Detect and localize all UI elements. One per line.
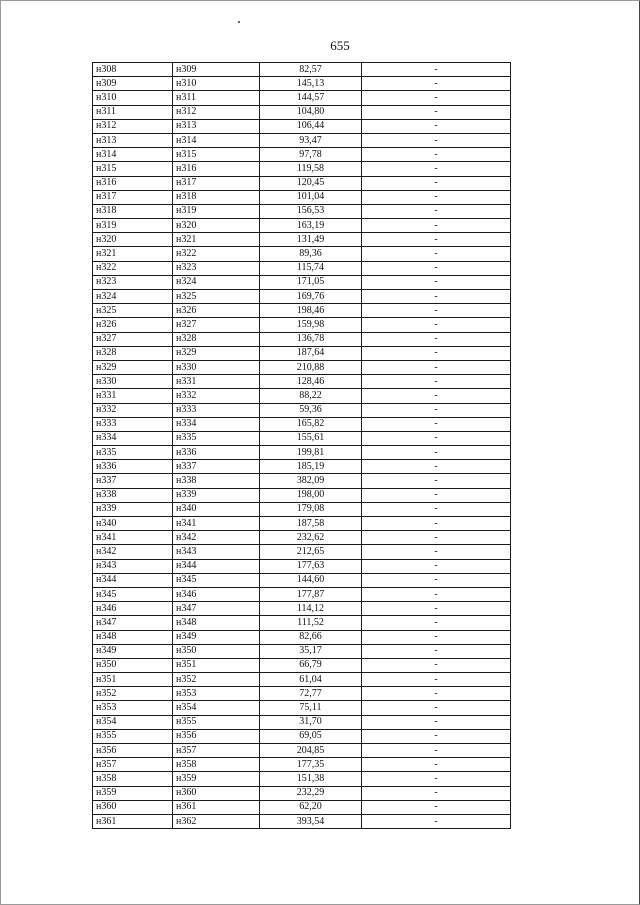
table-row [93,701,511,715]
note-cell: - [362,673,511,687]
point-to-cell: н323 [173,261,260,275]
distance-cell: 88,22 [260,389,362,403]
table-row [93,644,511,658]
point-from-cell: н354 [93,715,173,729]
distance-cell: 75,11 [260,701,362,715]
point-to-cell: н317 [173,176,260,190]
note-cell: - [362,275,511,289]
point-to-cell: н337 [173,460,260,474]
point-from-cell: н316 [93,176,173,190]
table-row [93,800,511,814]
table-row [93,403,511,417]
distance-cell: 82,57 [260,63,362,77]
note-cell: - [362,247,511,261]
table-row [93,204,511,218]
table-row [93,616,511,630]
note-cell: - [362,332,511,346]
distance-cell: 97,78 [260,148,362,162]
note-cell: - [362,474,511,488]
point-to-cell: н333 [173,403,260,417]
point-to-cell: н320 [173,219,260,233]
distance-cell: 115,74 [260,261,362,275]
table-row [93,290,511,304]
note-cell: - [362,729,511,743]
note-cell: - [362,176,511,190]
table-row [93,304,511,318]
table-row [93,162,511,176]
point-to-cell: н315 [173,148,260,162]
point-to-cell: н348 [173,616,260,630]
point-from-cell: н335 [93,446,173,460]
table-row [93,488,511,502]
point-to-cell: н313 [173,119,260,133]
note-cell: - [362,701,511,715]
point-to-cell: н361 [173,800,260,814]
point-from-cell: н357 [93,758,173,772]
point-to-cell: н339 [173,488,260,502]
distance-cell: 177,63 [260,559,362,573]
point-from-cell: н333 [93,417,173,431]
distance-cell: 128,46 [260,375,362,389]
note-cell: - [362,261,511,275]
note-cell: - [362,573,511,587]
point-to-cell: н354 [173,701,260,715]
point-from-cell: н353 [93,701,173,715]
point-to-cell: н327 [173,318,260,332]
point-to-cell: н312 [173,105,260,119]
table-row [93,318,511,332]
table-row [93,417,511,431]
distance-cell: 393,54 [260,814,362,828]
note-cell: - [362,814,511,828]
note-cell: - [362,190,511,204]
table-row [93,133,511,147]
distance-cell: 62,20 [260,800,362,814]
point-to-cell: н356 [173,729,260,743]
point-from-cell: н342 [93,545,173,559]
point-from-cell: н337 [93,474,173,488]
table-row [93,346,511,360]
distance-cell: 187,58 [260,517,362,531]
point-from-cell: н336 [93,460,173,474]
table-row [93,673,511,687]
table-row [93,261,511,275]
note-cell: - [362,360,511,374]
distance-cell: 61,04 [260,673,362,687]
note-cell: - [362,460,511,474]
point-to-cell: н319 [173,204,260,218]
point-to-cell: н352 [173,673,260,687]
distance-cell: 177,35 [260,758,362,772]
point-to-cell: н311 [173,91,260,105]
table-row [93,474,511,488]
boundary-points-table [92,62,511,829]
table-row [93,91,511,105]
point-from-cell: н347 [93,616,173,630]
table-row [93,658,511,672]
point-to-cell: н340 [173,502,260,516]
distance-cell: 31,70 [260,715,362,729]
point-to-cell: н329 [173,346,260,360]
point-to-cell: н330 [173,360,260,374]
distance-cell: 101,04 [260,190,362,204]
table-row [93,275,511,289]
distance-cell: 145,13 [260,77,362,91]
note-cell: - [362,715,511,729]
point-to-cell: н350 [173,644,260,658]
note-cell: - [362,517,511,531]
point-to-cell: н341 [173,517,260,531]
distance-cell: 159,98 [260,318,362,332]
note-cell: - [362,119,511,133]
distance-cell: 131,49 [260,233,362,247]
note-cell: - [362,304,511,318]
point-to-cell: н346 [173,587,260,601]
note-cell: - [362,687,511,701]
point-to-cell: н358 [173,758,260,772]
distance-cell: 144,60 [260,573,362,587]
point-from-cell: н343 [93,559,173,573]
note-cell: - [362,488,511,502]
note-cell: - [362,133,511,147]
point-from-cell: н345 [93,587,173,601]
point-to-cell: н331 [173,375,260,389]
point-from-cell: н325 [93,304,173,318]
note-cell: - [362,446,511,460]
point-from-cell: н338 [93,488,173,502]
table-row [93,233,511,247]
distance-cell: 212,65 [260,545,362,559]
table-row [93,360,511,374]
point-to-cell: н309 [173,63,260,77]
distance-cell: 198,00 [260,488,362,502]
note-cell: - [362,531,511,545]
table-row [93,687,511,701]
point-from-cell: н319 [93,219,173,233]
note-cell: - [362,162,511,176]
table-row [93,176,511,190]
note-cell: - [362,91,511,105]
distance-cell: 177,87 [260,587,362,601]
point-from-cell: н309 [93,77,173,91]
distance-cell: 144,57 [260,91,362,105]
table-row [93,460,511,474]
distance-cell: 111,52 [260,616,362,630]
point-to-cell: н335 [173,431,260,445]
point-from-cell: н334 [93,431,173,445]
distance-cell: 171,05 [260,275,362,289]
distance-cell: 165,82 [260,417,362,431]
distance-cell: 155,61 [260,431,362,445]
point-to-cell: н314 [173,133,260,147]
point-from-cell: н355 [93,729,173,743]
table-row [93,715,511,729]
note-cell: - [362,318,511,332]
note-cell: - [362,744,511,758]
point-to-cell: н344 [173,559,260,573]
point-to-cell: н316 [173,162,260,176]
note-cell: - [362,346,511,360]
point-from-cell: н314 [93,148,173,162]
point-from-cell: н311 [93,105,173,119]
distance-cell: 119,58 [260,162,362,176]
point-from-cell: н323 [93,275,173,289]
distance-cell: 93,47 [260,133,362,147]
distance-cell: 199,81 [260,446,362,460]
table-row [93,63,511,77]
distance-cell: 185,19 [260,460,362,474]
distance-cell: 232,62 [260,531,362,545]
note-cell: - [362,417,511,431]
point-from-cell: н326 [93,318,173,332]
point-from-cell: н351 [93,673,173,687]
distance-cell: 59,36 [260,403,362,417]
table-row [93,389,511,403]
table-row [93,786,511,800]
note-cell: - [362,375,511,389]
point-to-cell: н359 [173,772,260,786]
point-from-cell: н346 [93,602,173,616]
table-row [93,219,511,233]
point-from-cell: н324 [93,290,173,304]
note-cell: - [362,204,511,218]
point-from-cell: н313 [93,133,173,147]
table-row [93,630,511,644]
table-row [93,119,511,133]
point-from-cell: н312 [93,119,173,133]
point-from-cell: н317 [93,190,173,204]
point-to-cell: н334 [173,417,260,431]
point-from-cell: н329 [93,360,173,374]
point-to-cell: н338 [173,474,260,488]
distance-cell: 82,66 [260,630,362,644]
point-from-cell: н350 [93,658,173,672]
point-to-cell: н362 [173,814,260,828]
table-body [93,63,511,829]
point-to-cell: н353 [173,687,260,701]
table-row [93,814,511,828]
distance-cell: 163,19 [260,219,362,233]
point-from-cell: н356 [93,744,173,758]
table-row [93,602,511,616]
distance-cell: 104,80 [260,105,362,119]
point-from-cell: н328 [93,346,173,360]
table-row [93,375,511,389]
table-row [93,744,511,758]
distance-cell: 210,88 [260,360,362,374]
note-cell: - [362,105,511,119]
note-cell: - [362,616,511,630]
point-from-cell: н340 [93,517,173,531]
distance-cell: 232,29 [260,786,362,800]
table-row [93,573,511,587]
note-cell: - [362,63,511,77]
point-to-cell: н351 [173,658,260,672]
point-from-cell: н349 [93,644,173,658]
distance-cell: 179,08 [260,502,362,516]
table-row [93,587,511,601]
point-to-cell: н355 [173,715,260,729]
table-row [93,105,511,119]
distance-cell: 66,79 [260,658,362,672]
point-from-cell: н330 [93,375,173,389]
point-from-cell: н331 [93,389,173,403]
point-from-cell: н321 [93,247,173,261]
table-row [93,332,511,346]
note-cell: - [362,219,511,233]
note-cell: - [362,786,511,800]
distance-cell: 72,77 [260,687,362,701]
note-cell: - [362,233,511,247]
distance-cell: 69,05 [260,729,362,743]
table-row [93,247,511,261]
point-to-cell: н310 [173,77,260,91]
point-from-cell: н320 [93,233,173,247]
distance-cell: 151,38 [260,772,362,786]
point-from-cell: н308 [93,63,173,77]
point-to-cell: н325 [173,290,260,304]
point-to-cell: н343 [173,545,260,559]
table-row [93,729,511,743]
point-to-cell: н328 [173,332,260,346]
note-cell: - [362,431,511,445]
distance-cell: 198,46 [260,304,362,318]
point-to-cell: н326 [173,304,260,318]
point-to-cell: н349 [173,630,260,644]
point-from-cell: н339 [93,502,173,516]
table-row [93,190,511,204]
table-row [93,148,511,162]
point-from-cell: н341 [93,531,173,545]
table-row [93,517,511,531]
point-from-cell: н358 [93,772,173,786]
point-to-cell: н347 [173,602,260,616]
point-to-cell: н322 [173,247,260,261]
distance-cell: 136,78 [260,332,362,346]
note-cell: - [362,389,511,403]
point-to-cell: н321 [173,233,260,247]
distance-cell: 169,76 [260,290,362,304]
point-from-cell: н360 [93,800,173,814]
point-to-cell: н357 [173,744,260,758]
note-cell: - [362,545,511,559]
distance-cell: 114,12 [260,602,362,616]
point-to-cell: н342 [173,531,260,545]
table-row [93,531,511,545]
point-from-cell: н352 [93,687,173,701]
note-cell: - [362,630,511,644]
point-from-cell: н315 [93,162,173,176]
table-row [93,559,511,573]
distance-cell: 106,44 [260,119,362,133]
point-to-cell: н324 [173,275,260,289]
table-row [93,772,511,786]
point-from-cell: н322 [93,261,173,275]
distance-cell: 156,53 [260,204,362,218]
note-cell: - [362,403,511,417]
point-from-cell: н327 [93,332,173,346]
note-cell: - [362,77,511,91]
note-cell: - [362,644,511,658]
table-row [93,545,511,559]
note-cell: - [362,772,511,786]
point-to-cell: н332 [173,389,260,403]
distance-cell: 187,64 [260,346,362,360]
note-cell: - [362,148,511,162]
point-to-cell: н345 [173,573,260,587]
point-from-cell: н348 [93,630,173,644]
point-from-cell: н361 [93,814,173,828]
distance-cell: 35,17 [260,644,362,658]
distance-cell: 120,45 [260,176,362,190]
page-number: 655 [330,38,350,53]
note-cell: - [362,602,511,616]
note-cell: - [362,758,511,772]
note-cell: - [362,502,511,516]
point-from-cell: н318 [93,204,173,218]
point-to-cell: н336 [173,446,260,460]
point-from-cell: н344 [93,573,173,587]
note-cell: - [362,290,511,304]
note-cell: - [362,800,511,814]
distance-cell: 89,36 [260,247,362,261]
distance-cell: 382,09 [260,474,362,488]
note-cell: - [362,587,511,601]
point-from-cell: н359 [93,786,173,800]
scan-speck [238,21,240,23]
note-cell: - [362,559,511,573]
point-from-cell: н310 [93,91,173,105]
table-row [93,431,511,445]
table-row [93,446,511,460]
point-to-cell: н318 [173,190,260,204]
table-row [93,77,511,91]
point-from-cell: н332 [93,403,173,417]
table-row [93,502,511,516]
distance-cell: 204,85 [260,744,362,758]
note-cell: - [362,658,511,672]
table-row [93,758,511,772]
point-to-cell: н360 [173,786,260,800]
